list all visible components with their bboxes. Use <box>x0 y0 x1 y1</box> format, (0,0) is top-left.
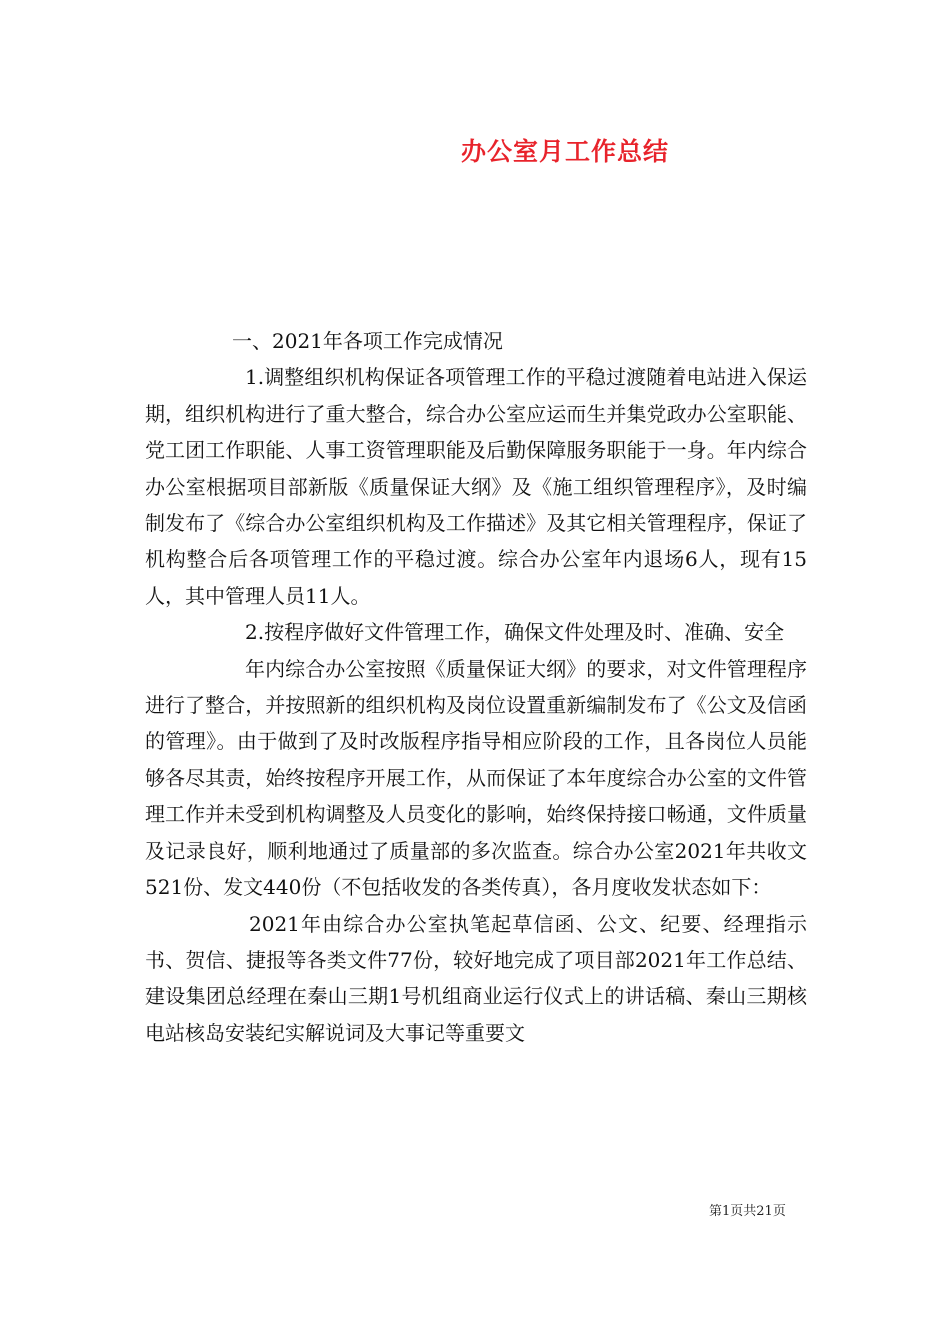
document-title: 办公室月工作总结 <box>460 137 669 166</box>
body-paragraph: 1.调整组织机构保证各项管理工作的平稳过渡随着电站进入保运期，组织机构进行了重大整合，综合办公室应运而生并集党政办公室职能、党工团工作职能、人事工资管理职能及后勤保障服务职能于一身。年内综合办公室根据项目部新版《质量保证大纲》及《施工组织管理程序》，及时编制发布了《综合办公室组织机构及工作描述》及其它相关管理程序，保证了机构整合后各项管理工作的平稳过渡。综合办公室年内退场6人，现有15人，其中管理人员11人。 <box>145 365 807 608</box>
body-paragraph: 年内综合办公室按照《质量保证大纲》的要求，对文件管理程序进行了整合，并按照新的组织机构及岗位设置重新编制发布了《公文及信函的管理》。由于做到了及时改版程序指导相应阶段的工作，且各岗位人员能够各尽其责，始终按程序开展工作，从而保证了本年度综合办公室的文件管理工作并未受到机构调整及人员变化的影响，始终保持接口畅通，文件质量及记录良好，顺利地通过了质量部的多次监查。综合办公室2021年共收文521份、发文440份（不包括收发的各类传真），各月度收发状态如下： <box>145 656 807 900</box>
page-number: 第1页共21页 <box>709 1204 786 1219</box>
section-heading: 一、2021年各项工作完成情况 <box>232 329 503 353</box>
body-paragraph: 2.按程序做好文件管理工作，确保文件处理及时、准确、安全 <box>245 620 785 645</box>
body-paragraph: 2021年由综合办公室执笔起草信函、公文、纪要、经理指示书、贺信、捷报等各类文件77份，较好地完成了项目部2021年工作总结、建设集团总经理在秦山三期1号机组商业运行仪式上的讲话稿、秦山三期核电站核岛安装纪实解说词及大事记等重要文 <box>145 911 807 1045</box>
document-body <box>145 323 807 1051</box>
